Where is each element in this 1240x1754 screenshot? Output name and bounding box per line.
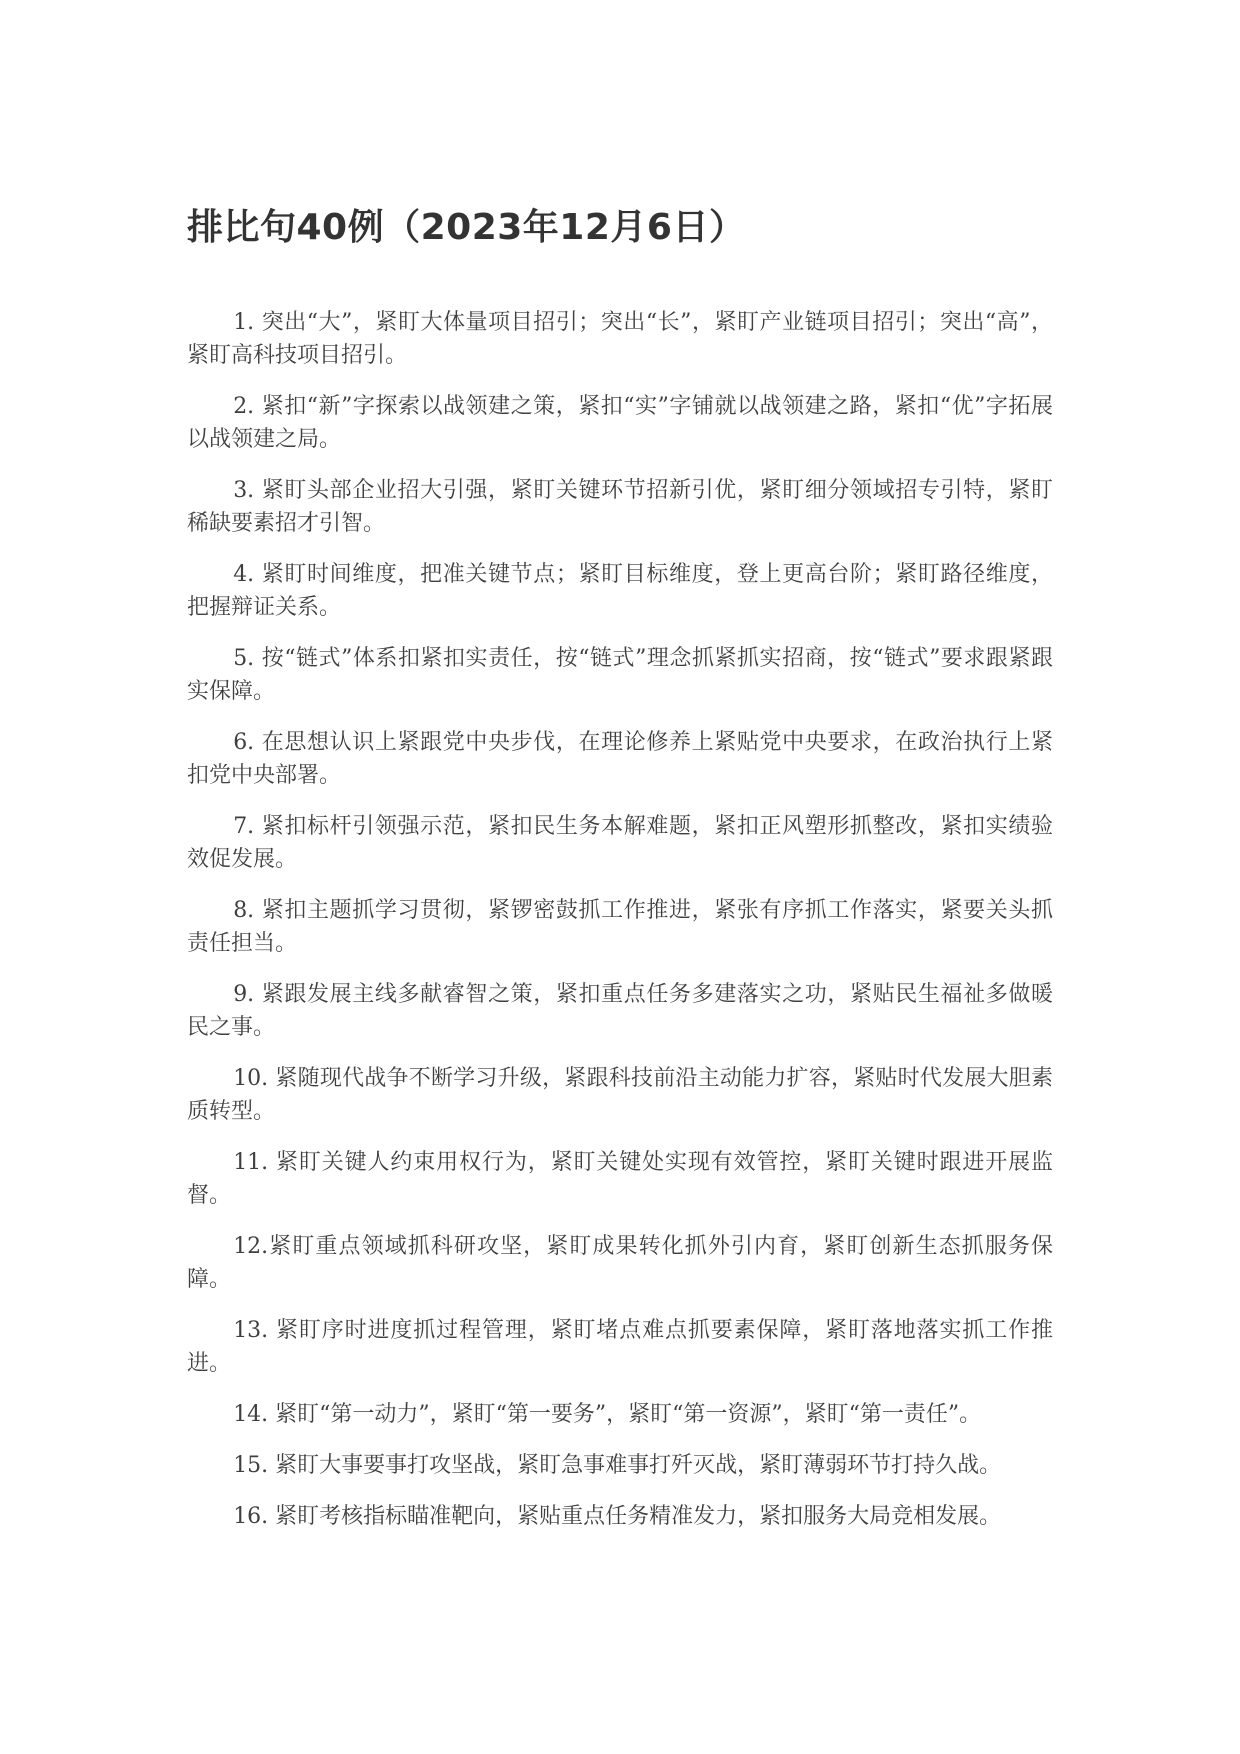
sentence-item-15: 15. 紧盯大事要事打攻坚战，紧盯急事难事打歼灭战，紧盯薄弱环节打持久战。 (233, 1453, 1002, 1478)
sentence-item-9: 9. 紧跟发展主线多献睿智之策，紧扣重点任务多建落实之功，紧贴民生福祉多做暖民之事。 (187, 982, 1053, 1040)
sentence-item-12: 12.紧盯重点领域抓科研攻坚，紧盯成果转化抓外引内育，紧盯创新生态抓服务保障。 (187, 1234, 1053, 1292)
sentence-item-16: 16. 紧盯考核指标瞄准靶向，紧贴重点任务精准发力，紧扣服务大局竞相发展。 (233, 1504, 1002, 1529)
sentence-list (187, 306, 1053, 1551)
sentence-item-14: 14. 紧盯“第一动力”，紧盯“第一要务”，紧盯“第一资源”，紧盯“第一责任”。 (233, 1402, 982, 1427)
sentence-item-7: 7. 紧扣标杆引领强示范，紧扣民生务本解难题，紧扣正风塑形抓整改，紧扣实绩验效促发展。 (187, 814, 1053, 872)
sentence-item-2: 2. 紧扣“新”字探索以战领建之策，紧扣“实”字铺就以战领建之路，紧扣“优”字拓展以战领建之局。 (187, 394, 1053, 452)
sentence-item-4: 4. 紧盯时间维度，把准关键节点；紧盯目标维度，登上更高台阶；紧盯路径维度，把握辩证关系。 (187, 562, 1053, 620)
sentence-item-10: 10. 紧随现代战争不断学习升级，紧跟科技前沿主动能力扩容，紧贴时代发展大胆素质转型。 (187, 1066, 1053, 1124)
sentence-item-1: 1. 突出“大”，紧盯大体量项目招引；突出“长”，紧盯产业链项目招引；突出“高”，紧盯高科技项目招引。 (187, 310, 1053, 368)
sentence-item-6: 6. 在思想认识上紧跟党中央步伐，在理论修养上紧贴党中央要求，在政治执行上紧扣党中央部署。 (187, 730, 1053, 788)
sentence-item-5: 5. 按“链式”体系扣紧扣实责任，按“链式”理念抓紧抓实招商，按“链式”要求跟紧跟实保障。 (187, 646, 1053, 704)
document-title: 排比句40例（2023年12月6日） (187, 207, 746, 248)
sentence-item-3: 3. 紧盯头部企业招大引强，紧盯关键环节招新引优，紧盯细分领域招专引特，紧盯稀缺要素招才引智。 (187, 478, 1053, 536)
sentence-item-8: 8. 紧扣主题抓学习贯彻，紧锣密鼓抓工作推进，紧张有序抓工作落实，紧要关头抓责任担当。 (187, 898, 1053, 956)
sentence-item-11: 11. 紧盯关键人约束用权行为，紧盯关键处实现有效管控，紧盯关键时跟进开展监督。 (187, 1150, 1053, 1208)
sentence-item-13: 13. 紧盯序时进度抓过程管理，紧盯堵点难点抓要素保障，紧盯落地落实抓工作推进。 (187, 1318, 1053, 1376)
